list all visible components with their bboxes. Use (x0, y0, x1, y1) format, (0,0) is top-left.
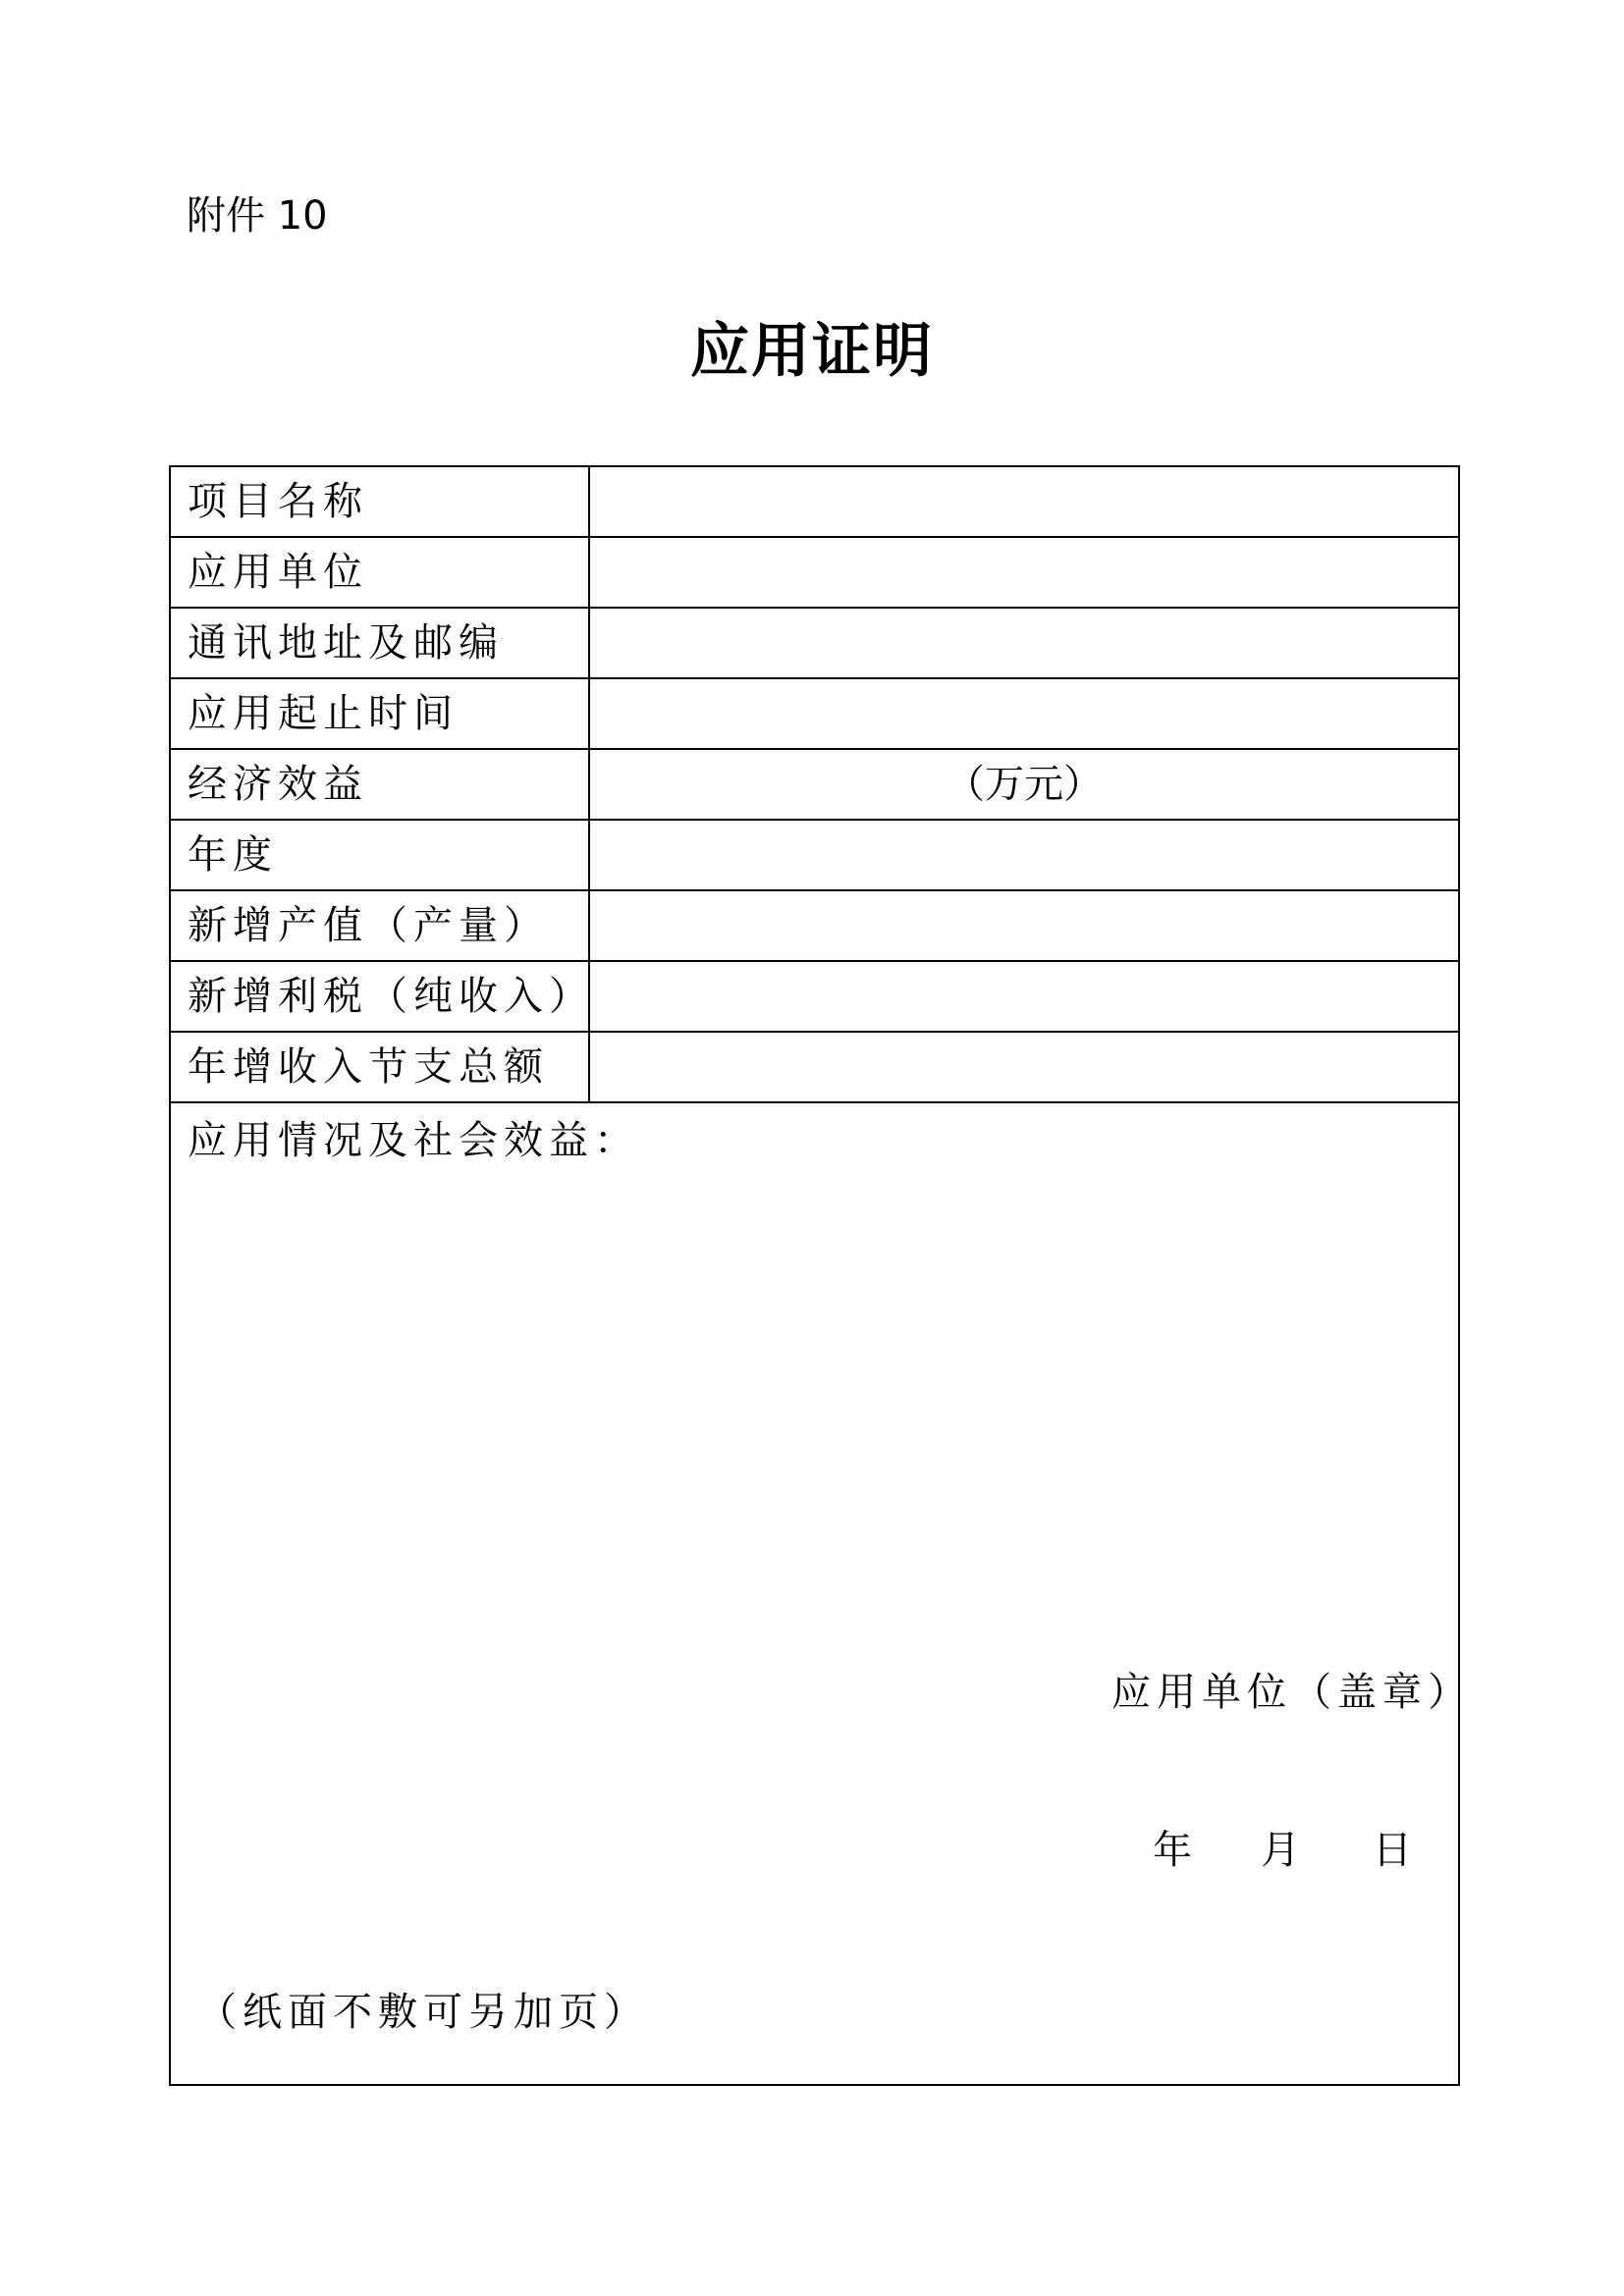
row-value-field[interactable] (590, 891, 1458, 960)
row-value-field[interactable] (590, 1033, 1458, 1101)
application-remarks-label: 应用情况及社会效益： (188, 1118, 639, 1163)
form-row-new-profit-tax (171, 962, 1458, 1033)
row-label: 项目名称 (171, 467, 590, 536)
document-title: 应用证明 (690, 317, 934, 386)
extra-page-note: （纸面不敷可另加页） (197, 1990, 649, 2035)
date-line (1153, 1823, 1585, 1878)
attachment-label: 附件 10 (187, 193, 328, 239)
row-value-field[interactable] (590, 538, 1458, 607)
form-row-applying-unit (171, 538, 1458, 609)
row-label: 年度 (171, 821, 590, 889)
row-value-field[interactable] (590, 679, 1458, 748)
row-value-field[interactable] (590, 609, 1458, 677)
date-year-label: 年 (1153, 1828, 1192, 1873)
unit-note: （万元） (946, 762, 1103, 807)
row-value-field[interactable] (590, 821, 1458, 889)
row-label: 应用单位 (171, 538, 590, 607)
date-day-label: 日 (1373, 1828, 1412, 1873)
row-value-field[interactable] (590, 962, 1458, 1031)
form-row-year (171, 821, 1458, 891)
form-row-application-period (171, 679, 1458, 750)
date-month-label: 月 (1261, 1828, 1300, 1873)
form-row-economic-benefit (171, 750, 1458, 821)
certificate-form (169, 465, 1473, 2086)
row-label: 新增利税（纯收入） (171, 962, 590, 1031)
row-value-field[interactable] (590, 467, 1458, 536)
row-label: 新增产值（产量） (171, 891, 590, 960)
row-label: 通讯地址及邮编 (171, 609, 590, 677)
form-row-annual-savings (171, 1033, 1458, 1103)
form-row-project-name (171, 467, 1458, 538)
form-row-new-output (171, 891, 1458, 962)
seal-label: 应用单位（盖章） (1111, 1670, 1473, 1715)
form-row-address-postcode (171, 609, 1458, 679)
row-label: 应用起止时间 (171, 679, 590, 748)
row-label: 年增收入节支总额 (171, 1033, 590, 1101)
row-label: 经济效益 (171, 750, 590, 819)
